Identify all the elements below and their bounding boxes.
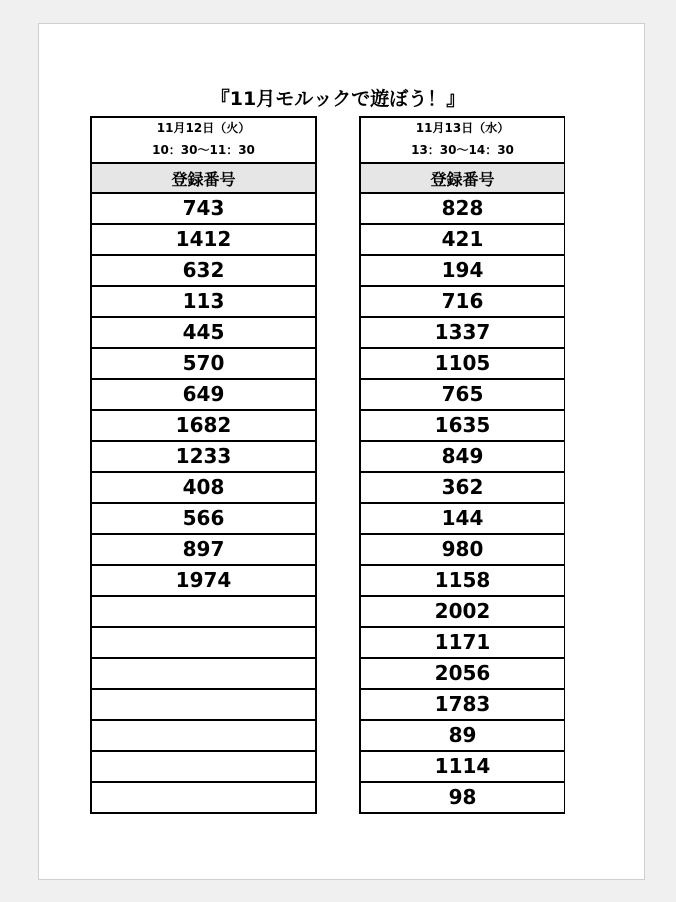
registration-number-cell: 570 — [91, 348, 316, 379]
column-header-registration-number: 登録番号 — [91, 163, 316, 193]
table-row — [91, 193, 316, 224]
registration-number-cell: 980 — [360, 534, 565, 565]
column-header-registration-number: 登録番号 — [360, 163, 565, 193]
registration-number-cell — [91, 627, 316, 658]
registration-list — [360, 193, 565, 813]
document-title: 『11月モルックで遊ぼう！』 — [210, 88, 466, 110]
registration-number-cell: 828 — [360, 193, 565, 224]
table-row — [91, 689, 316, 720]
table-row — [91, 348, 316, 379]
registration-number-cell: 649 — [91, 379, 316, 410]
table-row — [91, 596, 316, 627]
registration-number-cell: 2056 — [360, 658, 565, 689]
table-row — [360, 503, 565, 534]
table-row — [91, 317, 316, 348]
registration-number-cell: 632 — [91, 255, 316, 286]
registration-number-cell: 421 — [360, 224, 565, 255]
table-row — [91, 379, 316, 410]
session-date: 11月13日（水） — [360, 117, 565, 138]
table-row — [360, 379, 565, 410]
registration-number-cell: 1105 — [360, 348, 565, 379]
table-row — [360, 255, 565, 286]
registration-number-cell: 897 — [91, 534, 316, 565]
table-row — [360, 751, 565, 782]
table-row — [360, 627, 565, 658]
session-time: 10：30〜11：30 — [91, 138, 316, 163]
registration-number-cell: 89 — [360, 720, 565, 751]
registration-number-cell: 566 — [91, 503, 316, 534]
registration-number-cell: 1337 — [360, 317, 565, 348]
session-time: 13：30〜14：30 — [360, 138, 565, 163]
session-table-nov12 — [90, 116, 317, 814]
registration-number-cell: 849 — [360, 441, 565, 472]
table-row — [91, 720, 316, 751]
table-row — [91, 503, 316, 534]
registration-number-cell — [91, 658, 316, 689]
table-row — [91, 782, 316, 813]
table-row — [360, 534, 565, 565]
table-row — [91, 472, 316, 503]
table-row — [360, 348, 565, 379]
registration-number-cell: 743 — [91, 193, 316, 224]
table-row — [360, 472, 565, 503]
table-row — [360, 720, 565, 751]
registration-number-cell: 1635 — [360, 410, 565, 441]
table-row — [91, 565, 316, 596]
table-row — [360, 596, 565, 627]
table-row — [91, 751, 316, 782]
table-row — [360, 410, 565, 441]
table-row — [360, 689, 565, 720]
table-row — [360, 658, 565, 689]
table-row — [91, 410, 316, 441]
table-row — [91, 286, 316, 317]
table-row — [91, 255, 316, 286]
table-row — [360, 286, 565, 317]
table-row — [360, 441, 565, 472]
registration-number-cell: 1412 — [91, 224, 316, 255]
table-row — [91, 534, 316, 565]
table-row — [91, 441, 316, 472]
registration-number-cell: 98 — [360, 782, 565, 813]
table-row — [360, 224, 565, 255]
table-row — [91, 627, 316, 658]
table-row — [91, 658, 316, 689]
registration-number-cell — [91, 689, 316, 720]
registration-number-cell: 408 — [91, 472, 316, 503]
registration-number-cell: 144 — [360, 503, 565, 534]
registration-number-cell: 1171 — [360, 627, 565, 658]
registration-number-cell — [91, 782, 316, 813]
registration-number-cell: 1114 — [360, 751, 565, 782]
table-row — [360, 565, 565, 596]
registration-number-cell: 1682 — [91, 410, 316, 441]
registration-number-cell — [91, 596, 316, 627]
registration-number-cell: 1158 — [360, 565, 565, 596]
registration-number-cell: 113 — [91, 286, 316, 317]
table-row — [360, 782, 565, 813]
table-row — [360, 317, 565, 348]
registration-number-cell: 445 — [91, 317, 316, 348]
registration-number-cell: 1974 — [91, 565, 316, 596]
registration-number-cell — [91, 751, 316, 782]
registration-number-cell: 716 — [360, 286, 565, 317]
registration-number-cell: 1233 — [91, 441, 316, 472]
registration-list — [91, 193, 316, 813]
registration-number-cell: 194 — [360, 255, 565, 286]
session-table-nov13 — [359, 116, 565, 814]
registration-number-cell — [91, 720, 316, 751]
registration-number-cell: 362 — [360, 472, 565, 503]
session-date: 11月12日（火） — [91, 117, 316, 138]
registration-number-cell: 1783 — [360, 689, 565, 720]
registration-number-cell: 765 — [360, 379, 565, 410]
table-row — [91, 224, 316, 255]
table-row — [360, 193, 565, 224]
registration-number-cell: 2002 — [360, 596, 565, 627]
